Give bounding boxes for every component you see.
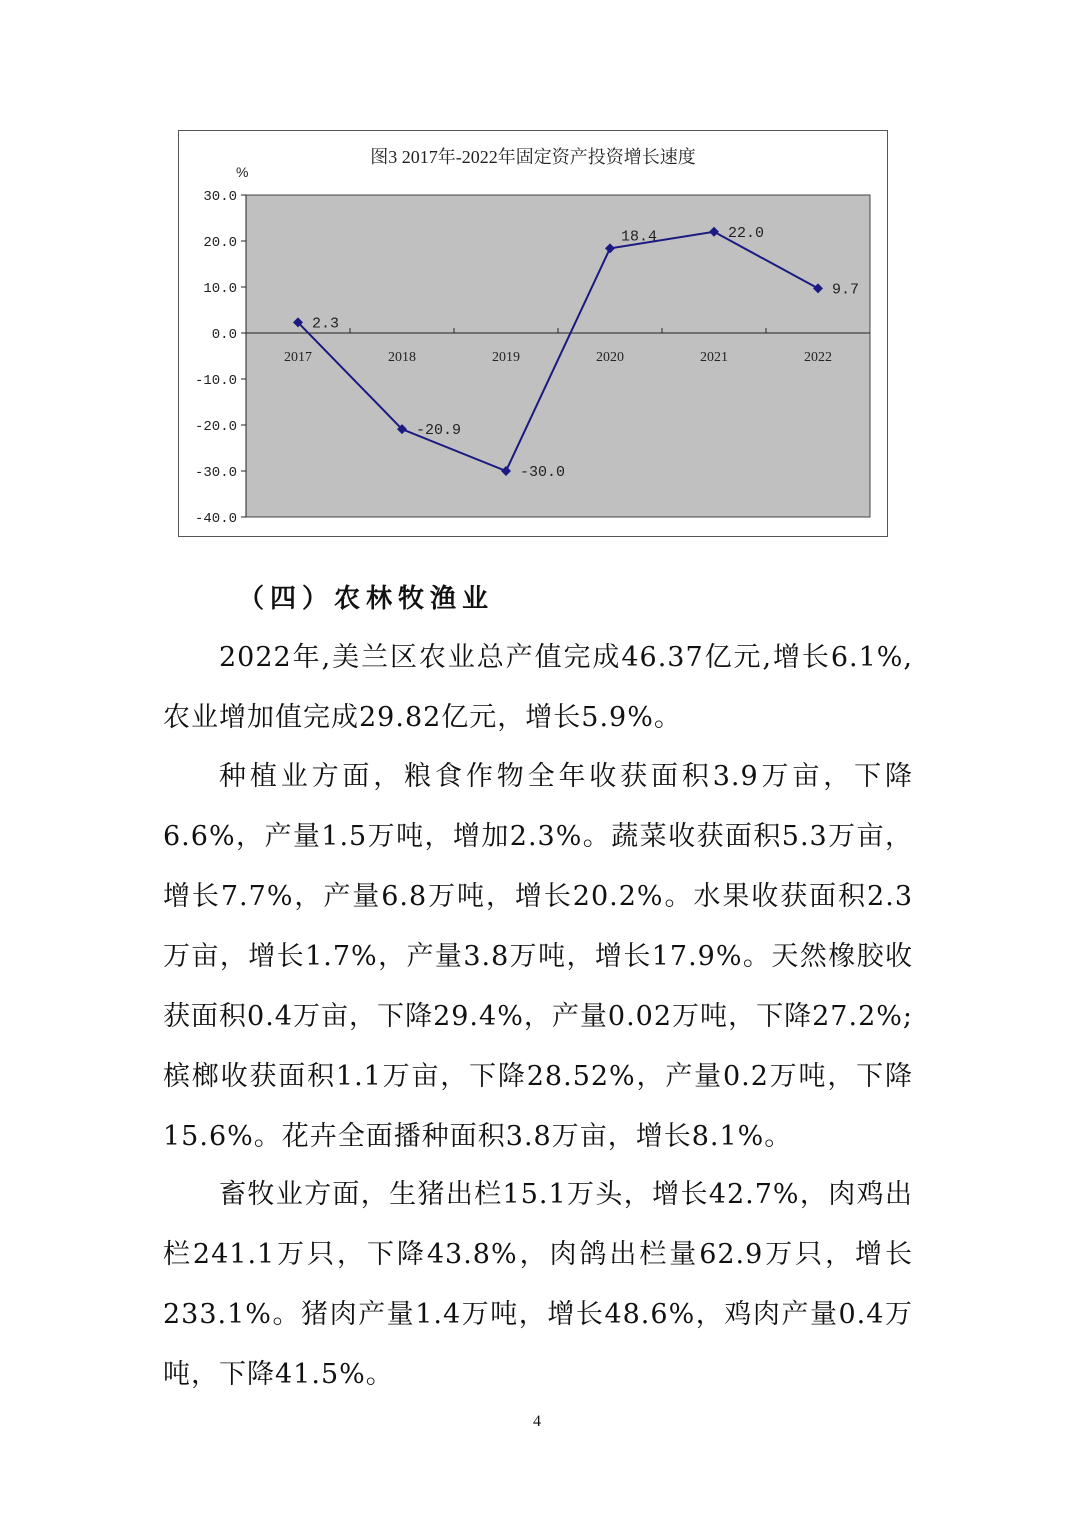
y-tick-label: 30.0	[203, 189, 237, 205]
y-tick-label: 0.0	[211, 327, 237, 343]
chart-title: 图3 2017年-2022年固定资产投资增长速度	[370, 147, 696, 167]
section-heading: （四）农林牧渔业	[238, 584, 495, 614]
paragraph-planting: 种植业方面，粮食作物全年收获面积3.9万亩，下降6.6%，产量1.5万吨，增加2.3%。蔬菜收获面积5.3万亩，增长7.7%，产量6.8万吨，增长20.2%。水果收获面积2.3万亩，增长1.7%，产量3.8万吨，增长17.9%。天然橡胶收获面积0.4万亩，下降29.4%，产量0.02万吨，下降27.2%;槟榔收获面积1.1万亩，下降28.52%，产量0.2万吨，下降15.6%。花卉全面播种面积3.8万亩，增长8.1%。	[163, 761, 913, 1152]
y-tick-label: 20.0	[203, 235, 237, 251]
data-label: -30.0	[520, 464, 566, 481]
y-tick-label: -30.0	[194, 465, 237, 481]
y-tick-label: -10.0	[194, 373, 237, 389]
paragraph-livestock: 畜牧业方面，生猪出栏15.1万头，增长42.7%，肉鸡出栏241.1万只，下降43.8%，肉鸽出栏量62.9万只，增长233.1%。猪肉产量1.4万吨，增长48.6%，鸡肉产量0.4万吨，下降41.5%。	[163, 1179, 913, 1390]
data-label: 18.4	[621, 228, 658, 246]
page-number: 4	[533, 1413, 541, 1430]
x-tick-label: 2021	[700, 350, 728, 365]
chart-svg	[179, 131, 887, 536]
y-axis-unit: %	[236, 164, 249, 180]
x-tick-label: 2018	[388, 350, 416, 365]
data-label: 9.7	[832, 281, 860, 299]
x-tick-label: 2020	[596, 350, 624, 365]
data-label: 22.0	[728, 224, 765, 242]
y-tick-label: -40.0	[194, 511, 237, 527]
y-tick-label: 10.0	[203, 281, 237, 297]
y-tick-label: -20.0	[194, 419, 237, 435]
data-label: -20.9	[416, 422, 462, 440]
x-tick-label: 2022	[804, 350, 832, 365]
x-tick-label: 2019	[492, 350, 520, 365]
data-label: 2.3	[312, 315, 340, 333]
paragraph-agriculture-output: 2022年,美兰区农业总产值完成46.37亿元,增长6.1%,农业增加值完成29.82亿元，增长5.9%。	[163, 642, 913, 733]
x-tick-label: 2017	[284, 350, 312, 365]
investment-growth-chart	[178, 130, 888, 537]
